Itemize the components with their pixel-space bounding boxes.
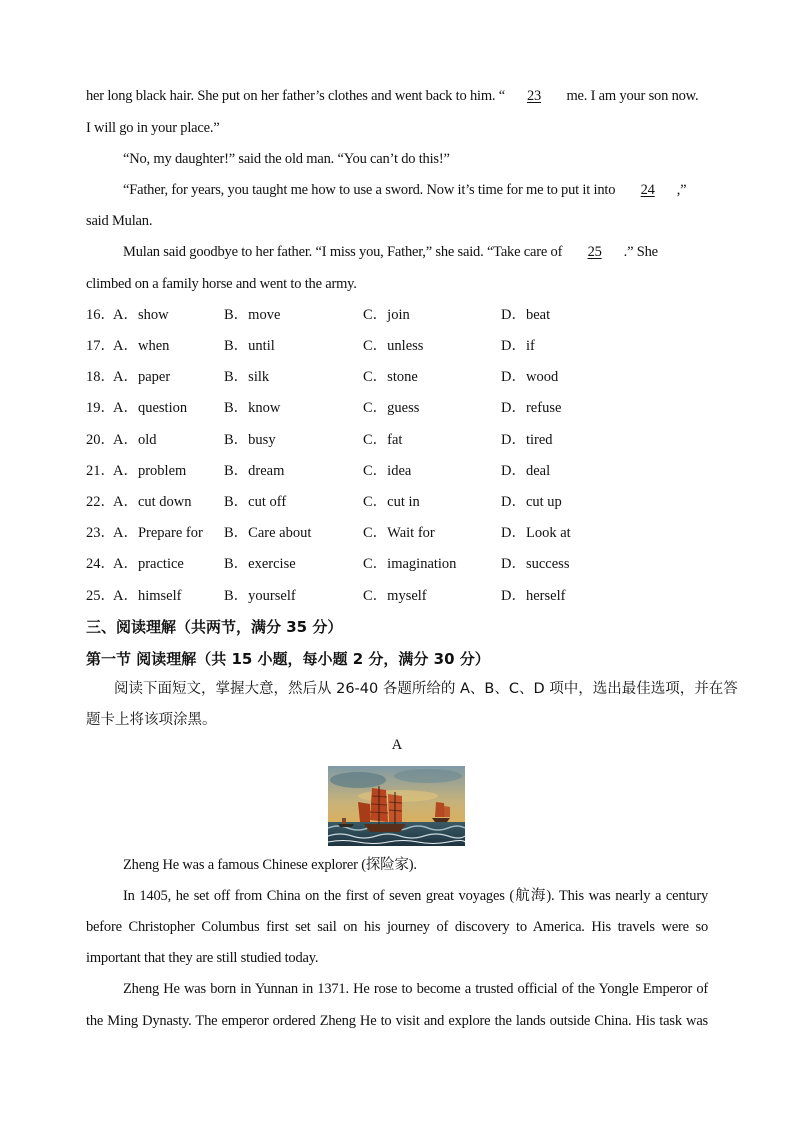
option-c[interactable]: C．Wait for: [363, 525, 435, 541]
option-d[interactable]: D．tired: [501, 432, 553, 448]
question-number: 23．: [86, 525, 115, 541]
option-b[interactable]: B．busy: [224, 432, 276, 448]
option-a[interactable]: A．himself: [113, 588, 182, 604]
option-d[interactable]: D．beat: [501, 307, 551, 323]
option-b[interactable]: B．know: [224, 400, 281, 416]
option-d[interactable]: D．cut up: [501, 494, 562, 510]
question-22-options: [86, 492, 708, 512]
question-21-options: [86, 461, 708, 481]
passage-label: A: [391, 737, 403, 753]
option-b[interactable]: B．yourself: [224, 588, 296, 604]
option-b[interactable]: B．Care about: [224, 525, 312, 541]
option-c[interactable]: C．unless: [363, 338, 424, 354]
question-20-options: [86, 430, 708, 450]
question-number: 22．: [86, 494, 115, 510]
passage-p2-line-3: important that they are still studied today.: [86, 950, 319, 966]
option-a[interactable]: A．paper: [113, 369, 171, 385]
question-23-options: [86, 523, 708, 543]
section-title: 三、阅读理解（共两节，满分 35 分）: [86, 618, 343, 636]
option-a[interactable]: A．old: [113, 432, 157, 448]
question-number: 18．: [86, 369, 115, 385]
question-number: 17．: [86, 338, 115, 354]
option-c[interactable]: C．idea: [363, 463, 412, 479]
instruction-line-1: 阅读下面短文，掌握大意，然后从 26-40 各题所给的 A、B、C、D 项中，选出最佳选项，并在答: [114, 681, 738, 697]
option-c[interactable]: C．fat: [363, 432, 403, 448]
option-a[interactable]: A．Prepare for: [113, 525, 203, 541]
question-number: 19．: [86, 400, 115, 416]
option-b[interactable]: B．dream: [224, 463, 285, 479]
option-d[interactable]: D．deal: [501, 463, 551, 479]
question-25-options: [86, 586, 708, 606]
question-number: 25．: [86, 588, 115, 604]
question-number: 16．: [86, 307, 115, 323]
question-number: 24．: [86, 556, 115, 572]
question-24-options: [86, 554, 708, 574]
option-b[interactable]: B．until: [224, 338, 275, 354]
story-line-4: [123, 180, 708, 200]
option-b[interactable]: B．move: [224, 307, 281, 323]
option-c[interactable]: C．stone: [363, 369, 418, 385]
option-c[interactable]: C．guess: [363, 400, 420, 416]
passage-p3-line-2: the Ming Dynasty. The emperor ordered Zheng He to visit and explore the lands outside China. His task was: [86, 1013, 708, 1029]
option-d[interactable]: D．Look at: [501, 525, 571, 541]
part-title: 第一节 阅读理解（共 15 小题，每小题 2 分，满分 30 分）: [86, 650, 490, 668]
option-b[interactable]: B．cut off: [224, 494, 287, 510]
story-line-3: “No, my daughter!” said the old man. “You can’t do this!”: [123, 151, 450, 167]
option-b[interactable]: B．silk: [224, 369, 270, 385]
blank-23: 23: [526, 88, 542, 104]
passage-p2-line-2: before Christopher Columbus first set sail on his journey of discovery to America. His travels were so: [86, 919, 708, 935]
option-a[interactable]: A．cut down: [113, 494, 192, 510]
option-d[interactable]: D．refuse: [501, 400, 562, 416]
option-a[interactable]: A．question: [113, 400, 188, 416]
story-text: “Father, for years, you taught me how to use a sword. Now it’s time for me to put it into: [123, 182, 619, 198]
option-d[interactable]: D．if: [501, 338, 535, 354]
question-number: 21．: [86, 463, 115, 479]
story-text: .” She: [623, 244, 658, 260]
blank-24: 24: [640, 182, 655, 198]
story-text: her long black hair. She put on her father’s clothes and went back to him. “: [86, 88, 506, 104]
passage-p2-line-1: In 1405, he set off from China on the first of seven great voyages (航海). This was nearly a century: [123, 888, 708, 904]
passage-p3-line-1: Zheng He was born in Yunnan in 1371. He rose to become a trusted official of the Yongle Emperor of: [123, 981, 708, 997]
ship-painting: [328, 766, 465, 846]
option-c[interactable]: C．imagination: [363, 556, 457, 572]
story-text: ,”: [676, 182, 687, 198]
option-b[interactable]: B．exercise: [224, 556, 296, 572]
option-a[interactable]: A．practice: [113, 556, 184, 572]
question-19-options: [86, 398, 708, 418]
treasure-ship-illustration: [328, 766, 465, 846]
story-line-5: said Mulan.: [86, 213, 153, 229]
story-line-6: [123, 242, 708, 262]
story-text: Mulan said goodbye to her father. “I miss you, Father,” she said. “Take care of: [123, 244, 566, 260]
option-d[interactable]: D．success: [501, 556, 570, 572]
story-text: me. I am your son now.: [563, 88, 699, 104]
option-c[interactable]: C．join: [363, 307, 410, 323]
instruction-line-2: 题卡上将该项涂黑。: [86, 712, 217, 728]
question-18-options: [86, 367, 708, 387]
option-a[interactable]: A．problem: [113, 463, 187, 479]
option-c[interactable]: C．cut in: [363, 494, 420, 510]
option-c[interactable]: C．myself: [363, 588, 427, 604]
story-line-1: [86, 86, 708, 106]
passage-p1: Zheng He was a famous Chinese explorer (探险家).: [123, 857, 417, 873]
option-d[interactable]: D．wood: [501, 369, 559, 385]
option-a[interactable]: A．when: [113, 338, 170, 354]
option-a[interactable]: A．show: [113, 307, 169, 323]
question-17-options: [86, 336, 708, 356]
blank-25: 25: [587, 244, 602, 260]
question-number: 20．: [86, 432, 115, 448]
story-line-2: I will go in your place.”: [86, 120, 220, 136]
option-d[interactable]: D．herself: [501, 588, 566, 604]
story-line-7: climbed on a family horse and went to the army.: [86, 276, 357, 292]
question-16-options: [86, 305, 708, 325]
